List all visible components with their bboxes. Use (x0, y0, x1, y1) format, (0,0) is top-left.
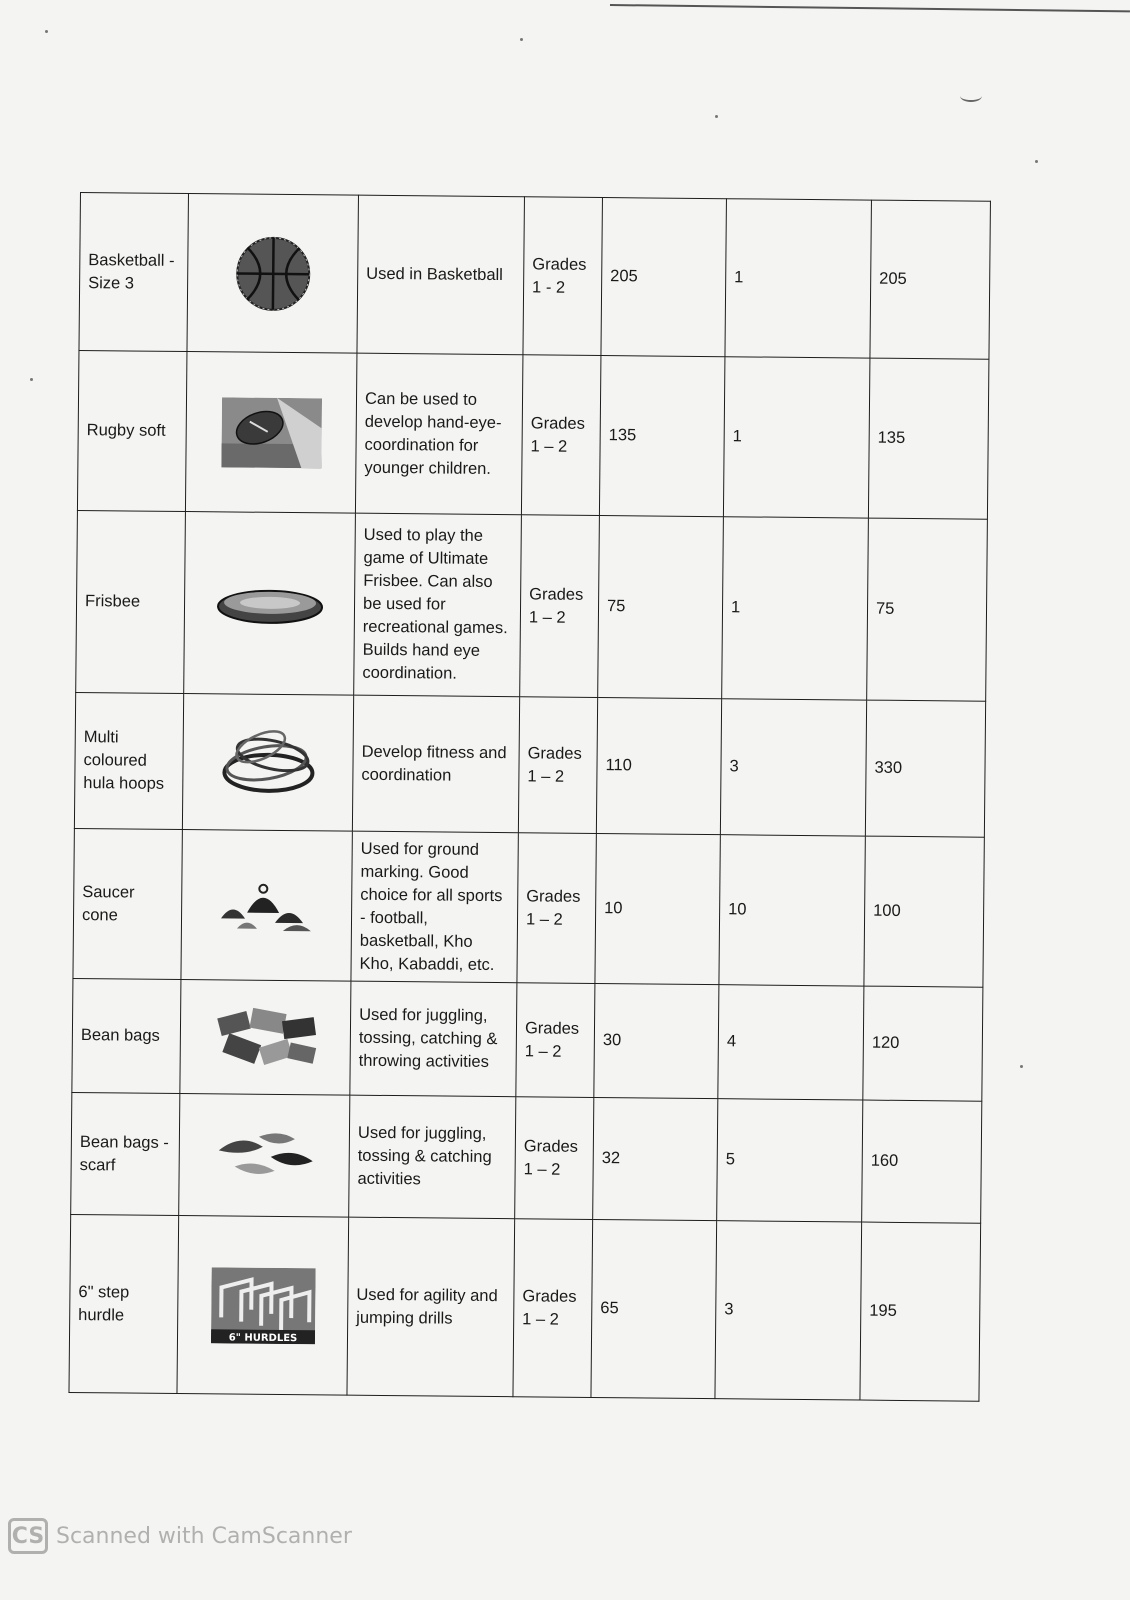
item-grade: Grades 1 – 2 (516, 983, 595, 1098)
item-grade: Grades 1 – 2 (518, 697, 597, 834)
table-row (69, 1214, 981, 1401)
item-total: 195 (860, 1222, 981, 1401)
table-row (72, 978, 983, 1101)
camscanner-logo: CS (8, 1518, 48, 1554)
item-quantity: 1 (725, 199, 872, 358)
item-grade: Grades 1 - 2 (523, 197, 603, 356)
item-name: Saucer cone (73, 828, 182, 979)
item-description: Used for juggling, tossing & catching activities (349, 1095, 516, 1219)
item-total: 100 (864, 836, 984, 987)
item-price: 32 (593, 1097, 718, 1220)
item-quantity: 4 (718, 985, 864, 1100)
item-name: Basketball - Size 3 (79, 193, 189, 352)
item-description: Can be used to develop hand-eye-coordination for younger children. (355, 353, 523, 515)
item-grade: Grades 1 – 2 (520, 515, 600, 698)
scanner-watermark (8, 1518, 352, 1554)
hula-hoops-icon (182, 694, 353, 832)
item-grade: Grades 1 – 2 (513, 1219, 593, 1398)
item-quantity: 5 (717, 1099, 863, 1222)
basketball-icon (187, 194, 359, 354)
item-price: 110 (596, 697, 721, 834)
table-row (73, 828, 984, 987)
item-name: Bean bags - scarf (71, 1092, 180, 1215)
item-description: Used to play the game of Ultimate Frisbee. Can also be used for recreational games. Builds hand eye coordination. (354, 513, 522, 697)
hurdle-image-label: 6" HURDLES (228, 1331, 297, 1344)
item-description: Used for ground marking. Good choice for all sports - football, basketball, Kho Kho, Kabaddi, etc. (351, 831, 518, 983)
item-total: 160 (862, 1100, 982, 1223)
item-quantity: 10 (719, 835, 865, 986)
item-quantity: 3 (720, 699, 866, 836)
item-description: Develop fitness and coordination (352, 695, 519, 833)
item-total: 120 (863, 986, 983, 1101)
item-name: Multi coloured hula hoops (74, 692, 183, 829)
item-price: 75 (598, 516, 724, 699)
bean-bags-icon (180, 980, 351, 1096)
table-row (74, 692, 985, 837)
saucer-cone-icon (181, 830, 352, 982)
item-grade: Grades 1 – 2 (521, 355, 601, 516)
item-name: Bean bags (72, 978, 181, 1093)
item-description: Used for juggling, tossing, catching & throwing activities (350, 981, 517, 1097)
table-row (77, 350, 988, 519)
item-quantity: 1 (723, 357, 870, 518)
item-name: Rugby soft (77, 350, 187, 511)
item-price: 10 (595, 833, 720, 984)
item-total: 75 (867, 518, 988, 701)
item-price: 205 (601, 198, 727, 357)
item-total: 205 (870, 200, 991, 359)
equipment-list (68, 192, 989, 1402)
item-name: 6" step hurdle (69, 1214, 179, 1393)
item-quantity: 3 (715, 1221, 862, 1400)
table-row (71, 1092, 982, 1223)
item-name: Frisbee (76, 510, 186, 693)
frisbee-icon (184, 512, 356, 696)
rugby-ball-icon (185, 352, 357, 514)
item-price: 65 (591, 1219, 717, 1398)
item-description: Used in Basketball (357, 195, 525, 355)
item-grade: Grades 1 – 2 (515, 1097, 594, 1220)
hurdle-icon (177, 1215, 349, 1395)
item-price: 135 (599, 356, 725, 517)
table-row (76, 510, 988, 701)
item-total: 330 (865, 700, 985, 837)
equipment-table (68, 192, 990, 1402)
scan-edge-line (610, 4, 1130, 12)
item-price: 30 (594, 983, 719, 1098)
watermark-text: Scanned with CamScanner (56, 1523, 352, 1549)
table-row (79, 193, 990, 360)
scarf-icon (179, 1094, 350, 1218)
item-quantity: 1 (722, 517, 869, 700)
item-total: 135 (868, 358, 989, 519)
item-grade: Grades 1 – 2 (517, 833, 596, 984)
item-description: Used for agility and jumping drills (347, 1217, 515, 1397)
